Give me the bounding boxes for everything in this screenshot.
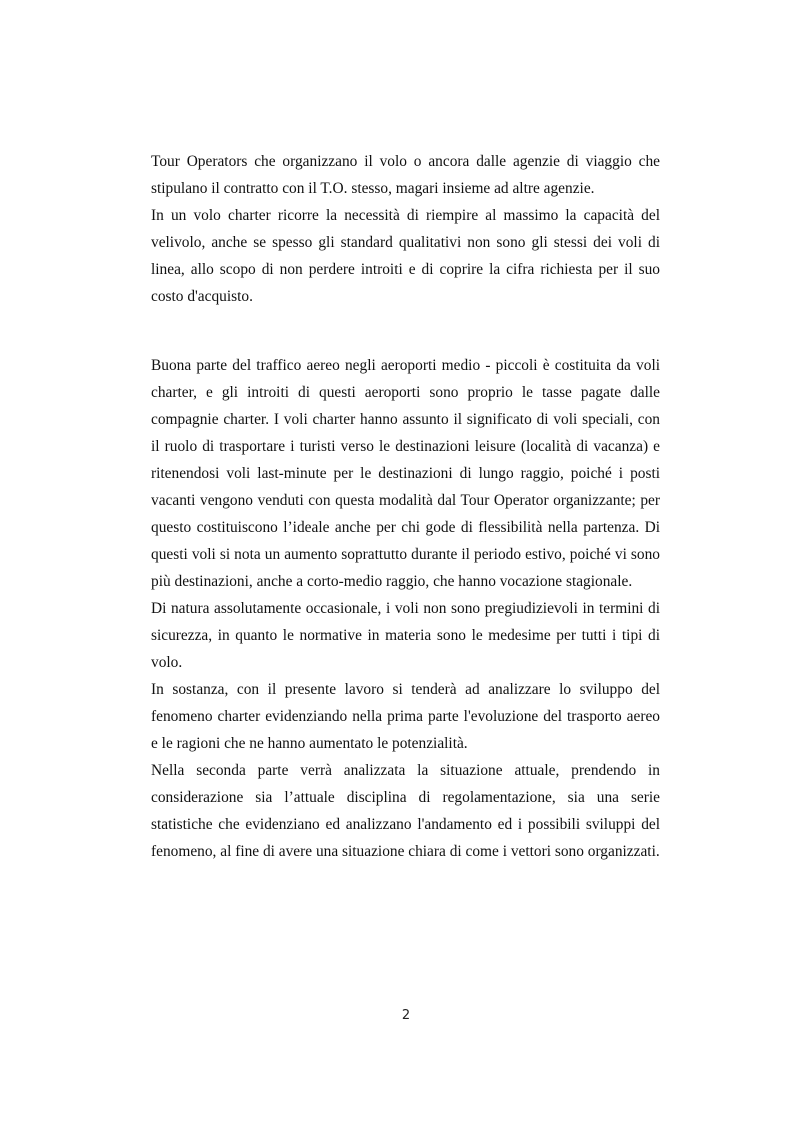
paragraph: Di natura assolutamente occasionale, i voli non sono pregiudizievoli in termini di sicurezza, in quanto le normative in materia sono le medesime per tutti i tipi di volo. [151, 600, 660, 671]
paragraph: Tour Operators che organizzano il volo o ancora dalle agenzie di viaggio che stipulano il contratto con il T.O. stesso, magari insieme ad altre agenzie. [151, 153, 660, 197]
paragraph: In un volo charter ricorre la necessità di riempire al massimo la capacità del velivolo, anche se spesso gli standard qualitativi non sono gli stessi dei voli di linea, allo scopo di non perdere introiti e di coprire la cifra richiesta per il suo costo d'acquisto. [151, 207, 660, 305]
text-block-main [151, 352, 660, 865]
paragraph: Nella seconda parte verrà analizzata la situazione attuale, prendendo in considerazione sia l’attuale disciplina di regolamentazione, sia una serie statistiche che evidenziano ed analizzano l'andamento ed i possibili sviluppi del fenomeno, al fine di avere una situazione chiara di come i vettori sono organizzati. [151, 762, 660, 860]
page-number: 2 [401, 1008, 411, 1023]
paragraph: In sostanza, con il presente lavoro si tenderà ad analizzare lo sviluppo del fenomeno charter evidenziando nella prima parte l'evoluzione del trasporto aereo e le ragioni che ne hanno aumentato le potenzialità. [151, 681, 660, 752]
paragraph: Buona parte del traffico aereo negli aeroporti medio - piccoli è costituita da voli charter, e gli introiti di questi aeroporti sono proprio le tasse pagate dalle compagnie charter. I voli charter hanno assunto il significato di voli speciali, con il ruolo di trasportare i turisti verso le destinazioni leisure (località di vacanza) e ritenendosi voli last-minute per le destinazioni di lungo raggio, poiché i posti vacanti vengono venduti con questa modalità dal Tour Operator organizzante; per questo costituiscono l’ideale anche per chi gode di flessibilità nella partenza. Di questi voli si nota un aumento soprattutto durante il periodo estivo, poiché vi sono più destinazioni, anche a corto-medio raggio, che hanno vocazione stagionale. [151, 357, 660, 590]
text-block-intro [151, 148, 660, 310]
